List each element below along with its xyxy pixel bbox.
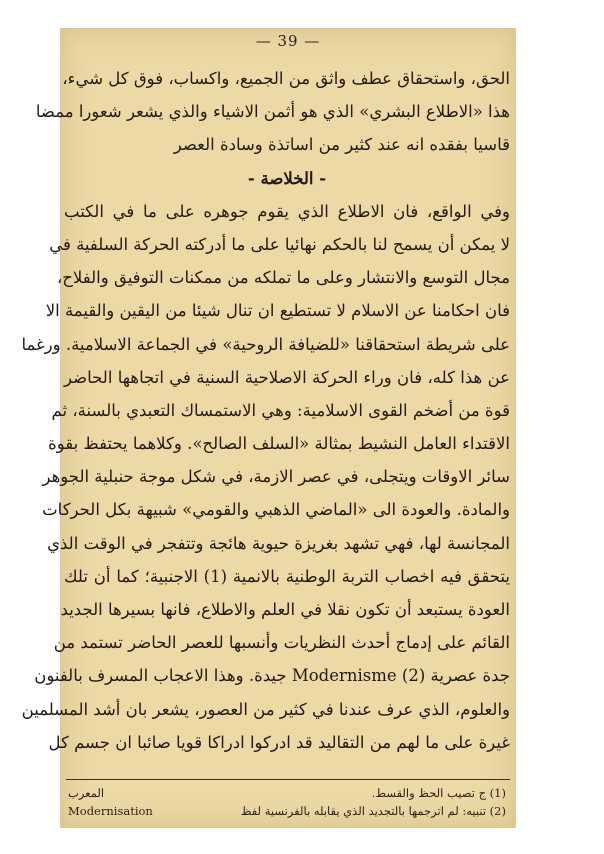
text-line: والعلوم، الذي عرف عندنا في كثير من العصور، يشعر بان أشد المسلمين <box>21 699 510 719</box>
footnote <box>68 802 506 820</box>
text-line: على شريطة استحقاقنا «للضيافة الروحية» في الجماعة الاسلامية. ورغما <box>21 334 510 354</box>
text-line: جدة عصرية Modernisme (2) جيدة. وهذا الاعجاب المسرف بالفنون <box>34 666 510 686</box>
section-heading: - الخلاصة - <box>247 168 327 188</box>
text-line: الحق، واستحقاق عطف واثق من الجميع، واكساب، فوق كل شيء، <box>62 69 510 88</box>
footnote-text: (2) تنبيه: لم اترجمها بالتجديد الذي يقابله بالفرنسية لفظ <box>240 804 506 818</box>
footnote-aside: المعرب <box>68 786 105 800</box>
text-line: وفي الواقع، فان الاطلاع الذي يقوم جوهره على ما في الكتب <box>64 201 510 221</box>
footnote-aside: Modernisation <box>68 804 153 818</box>
footnotes <box>68 784 506 820</box>
text-line: الاقتداء العامل النشيط بمثالة «السلف الصالح». وكلاهما يحتفظ بقوة <box>48 434 510 454</box>
text-line: العودة يستبعد أن تكون نقلا في العلم والاطلاع، فانها بسيرها الجديد <box>60 600 510 619</box>
page-number: — 39 — <box>255 32 321 50</box>
text-line: سائر الاوقات ويتجلى، في عصر الازمة، في شكل موجة حنبلية الجوهر <box>42 467 510 487</box>
text-line: القائم على إدماج أحدث النظريات وأنسبها للعصر الحاضر تستمد من <box>53 633 510 653</box>
footnote <box>68 784 506 802</box>
footnote-divider <box>66 779 510 780</box>
scanned-page <box>21 28 516 828</box>
text-line: قوة من أضخم القوى الاسلامية: وهي الاستمساك التعبدي بالسنة، ثم <box>51 400 510 420</box>
text-line: هذا «الاطلاع البشري» الذي هو أثمن الاشياء والذي يشعر شعورا ممضا <box>35 102 510 122</box>
footnote-text: (1) ج تصيب الحظ والقسط. <box>371 786 506 800</box>
text-line: يتحقق فيه اخصاب التربة الوطنية بالانمية (1) الاجنبية؛ كما أن تلك <box>64 566 510 586</box>
text-line: مجال التوسع والانتشار وعلى ما تملكه من ممكنات التوفيق والفلاح، <box>56 268 510 288</box>
text-line: والمادة. والعودة الى «الماضي الذهبي والقومي» شبيهة بكل الحركات <box>42 500 510 520</box>
text-line: غيرة على ما لهم من التقاليد قد ادركوا ادراكا قويا صائبا ان جسم كل <box>48 732 510 752</box>
text-line: فان احكامنا عن الاسلام لا تستطيع ان تنال شيئا من اليقين والقيمة الا <box>45 301 510 321</box>
text-line: المجانسة لها، فهي تشهد بغريزة حيوية هائجة وتتفجر في الوقت الذي <box>47 533 510 553</box>
body-text <box>21 62 510 759</box>
text-line: عن هذا كله، فان وراء الحركة الاصلاحية السنية في اتجاهها الحاضر <box>64 367 510 387</box>
text-line: قاسيا بفقده انه عند كثير من اساتذة وسادة العصر <box>173 135 510 155</box>
text-line: لا يمكن أن يسمح لنا بالحكم نهائيا على ما أدركته الحركة السلفية في <box>49 234 510 254</box>
